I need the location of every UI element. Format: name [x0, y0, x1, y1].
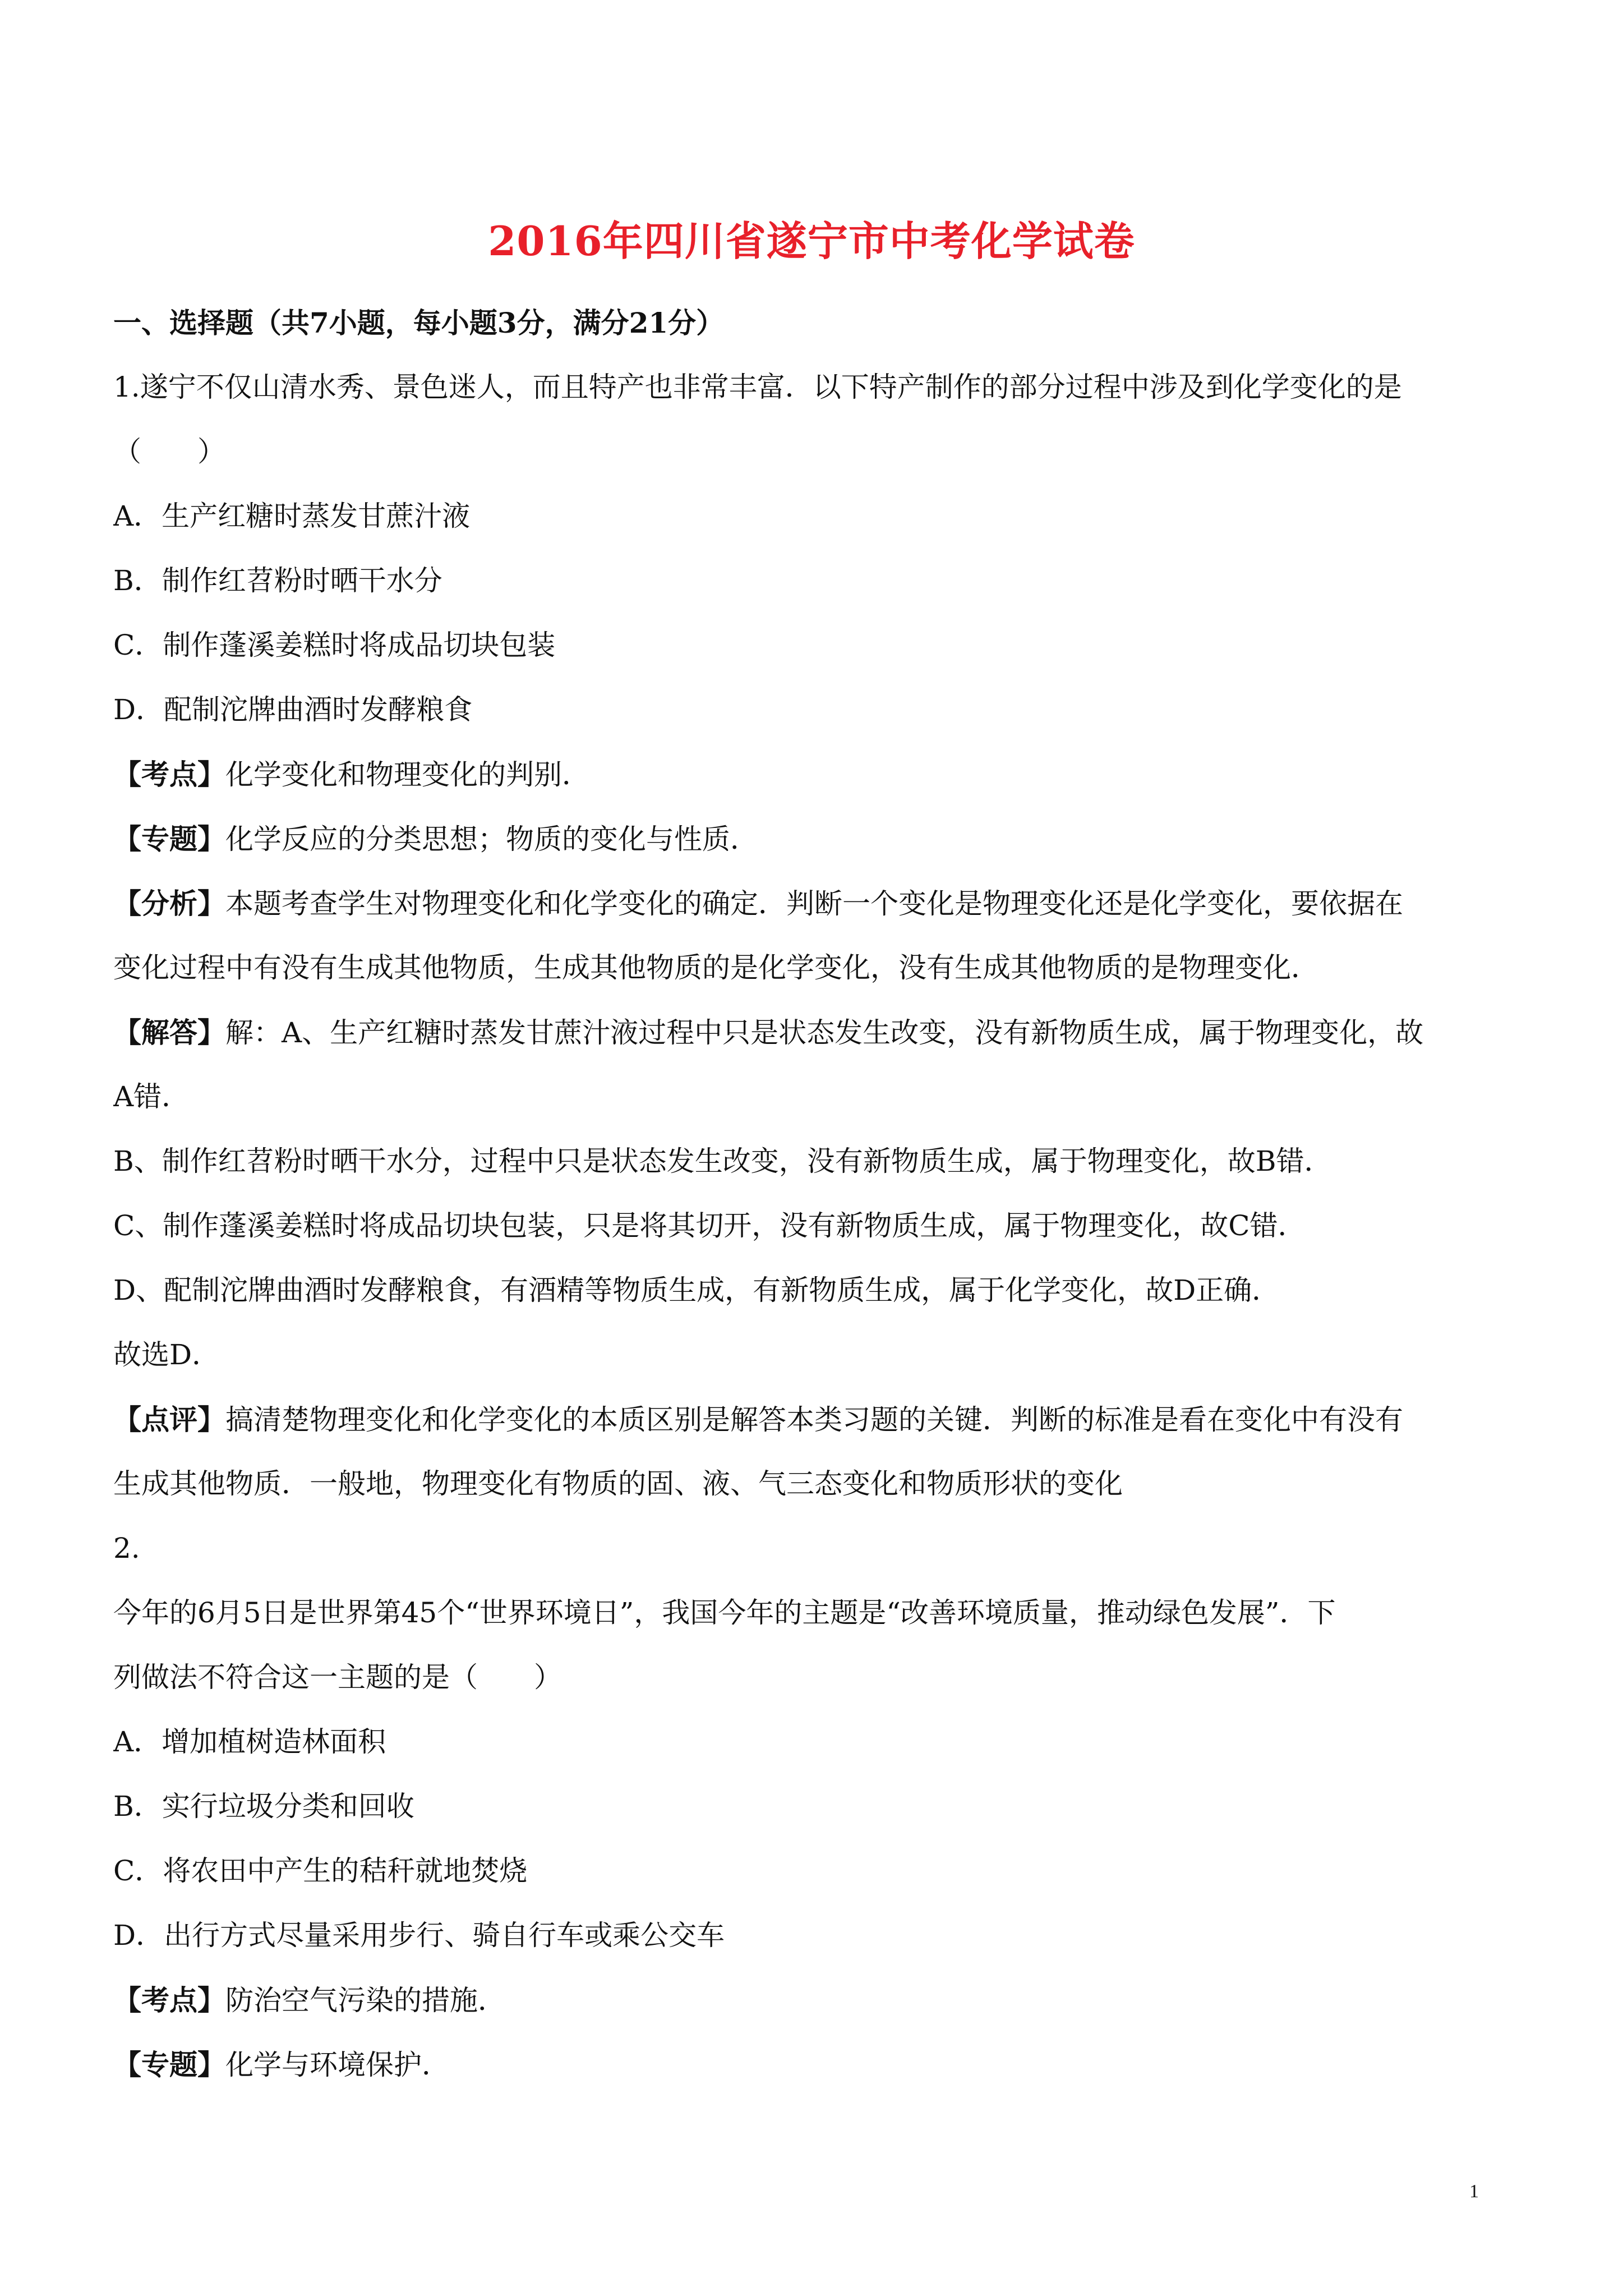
- q2-kaodian: [113, 1968, 1493, 2032]
- q1-dianping-line1: [113, 1387, 1493, 1452]
- q2-zhuanti: [113, 2032, 1493, 2097]
- q1-option-b: B．制作红苕粉时晒干水分: [113, 564, 442, 597]
- q1-option-c: C．制作蓬溪姜糕时将成品切块包装: [113, 629, 556, 661]
- q1-jieda-d: D、配制沱牌曲酒时发酵粮食，有酒精等物质生成，有新物质生成，属于化学变化，故D正确．: [113, 1274, 1280, 1306]
- q1-fenxi-line1: [113, 871, 1493, 936]
- jieda-text: 解：A、生产红糖时蒸发甘蔗汁液过程中只是状态发生改变，没有新物质生成，属于物理变化，故: [225, 1016, 1424, 1049]
- q1-dianping-line2: 生成其他物质．一般地，物理变化有物质的固、液、气三态变化和物质形状的变化: [113, 1467, 1123, 1500]
- dianping-text: 搞清楚物理变化和化学变化的本质区别是解答本类习题的关键．判断的标准是看在变化中有没有: [225, 1404, 1403, 1436]
- zhuanti-tag: 【专题】: [113, 822, 225, 855]
- q1-fenxi-line2: 变化过程中有没有生成其他物质，生成其他物质的是化学变化，没有生成其他物质的是物理变化．: [113, 951, 1319, 984]
- kaodian-tag: 【考点】: [113, 758, 225, 791]
- q1-stem-line1: 1.遂宁不仅山清水秀、景色迷人，而且特产也非常丰富．以下特产制作的部分过程中涉及到化学变化的是: [113, 371, 1402, 403]
- q2-stem-line1: 今年的6月5日是世界第45个“世界环境日”，我国今年的主题是“改善环境质量，推动绿色发展”．下: [113, 1596, 1336, 1629]
- q1-kaodian: [113, 742, 1493, 807]
- q1-option-d: D．配制沱牌曲酒时发酵粮食: [113, 693, 473, 726]
- zhuanti-tag: 【专题】: [113, 2048, 225, 2081]
- document-body: [113, 291, 1493, 2097]
- q1-option-a: A．生产红糖时蒸发甘蔗汁液: [113, 500, 471, 532]
- q2-option-d: D．出行方式尽量采用步行、骑自行车或乘公交车: [113, 1919, 725, 1952]
- section-heading: 一、选择题（共7小题，每小题3分，满分21分）: [113, 306, 725, 339]
- q2-option-c: C．将农田中产生的秸秆就地焚烧: [113, 1855, 528, 1887]
- page-number: 1: [1469, 2181, 1479, 2202]
- fenxi-tag: 【分析】: [113, 887, 225, 920]
- zhuanti-text: 化学反应的分类思想；物质的变化与性质．: [225, 823, 758, 855]
- q2-option-b: B．实行垃圾分类和回收: [113, 1790, 414, 1823]
- page-title: 2016年四川省遂宁市中考化学试卷: [488, 217, 1135, 265]
- q1-zhuanti: [113, 807, 1493, 871]
- q2-option-a: A．增加植树造林面积: [113, 1726, 386, 1758]
- dianping-tag: 【点评】: [113, 1403, 225, 1436]
- kaodian-text: 防治空气污染的措施．: [225, 1984, 506, 2017]
- q1-jieda-c: C、制作蓬溪姜糕时将成品切块包装，只是将其切开，没有新物质生成，属于物理变化，故C错．: [113, 1209, 1306, 1242]
- q1-answer: 故选D．: [113, 1338, 220, 1371]
- q1-jieda-line1: [113, 1000, 1493, 1065]
- zhuanti-text: 化学与环境保护．: [225, 2049, 450, 2081]
- kaodian-tag: 【考点】: [113, 1984, 225, 2017]
- jieda-tag: 【解答】: [113, 1016, 225, 1049]
- kaodian-text: 化学变化和物理变化的判别．: [225, 758, 590, 791]
- fenxi-text: 本题考查学生对物理变化和化学变化的确定．判断一个变化是物理变化还是化学变化，要依据在: [225, 887, 1403, 920]
- q1-jieda-line2: A错．: [113, 1080, 190, 1113]
- q1-stem-line2: （ ）: [113, 435, 225, 468]
- q1-jieda-b: B、制作红苕粉时晒干水分，过程中只是状态发生改变，没有新物质生成，属于物理变化，故B错．: [113, 1145, 1332, 1177]
- q2-stem-line2: 列做法不符合这一主题的是（ ）: [113, 1661, 562, 1694]
- q2-number: 2.: [113, 1532, 140, 1565]
